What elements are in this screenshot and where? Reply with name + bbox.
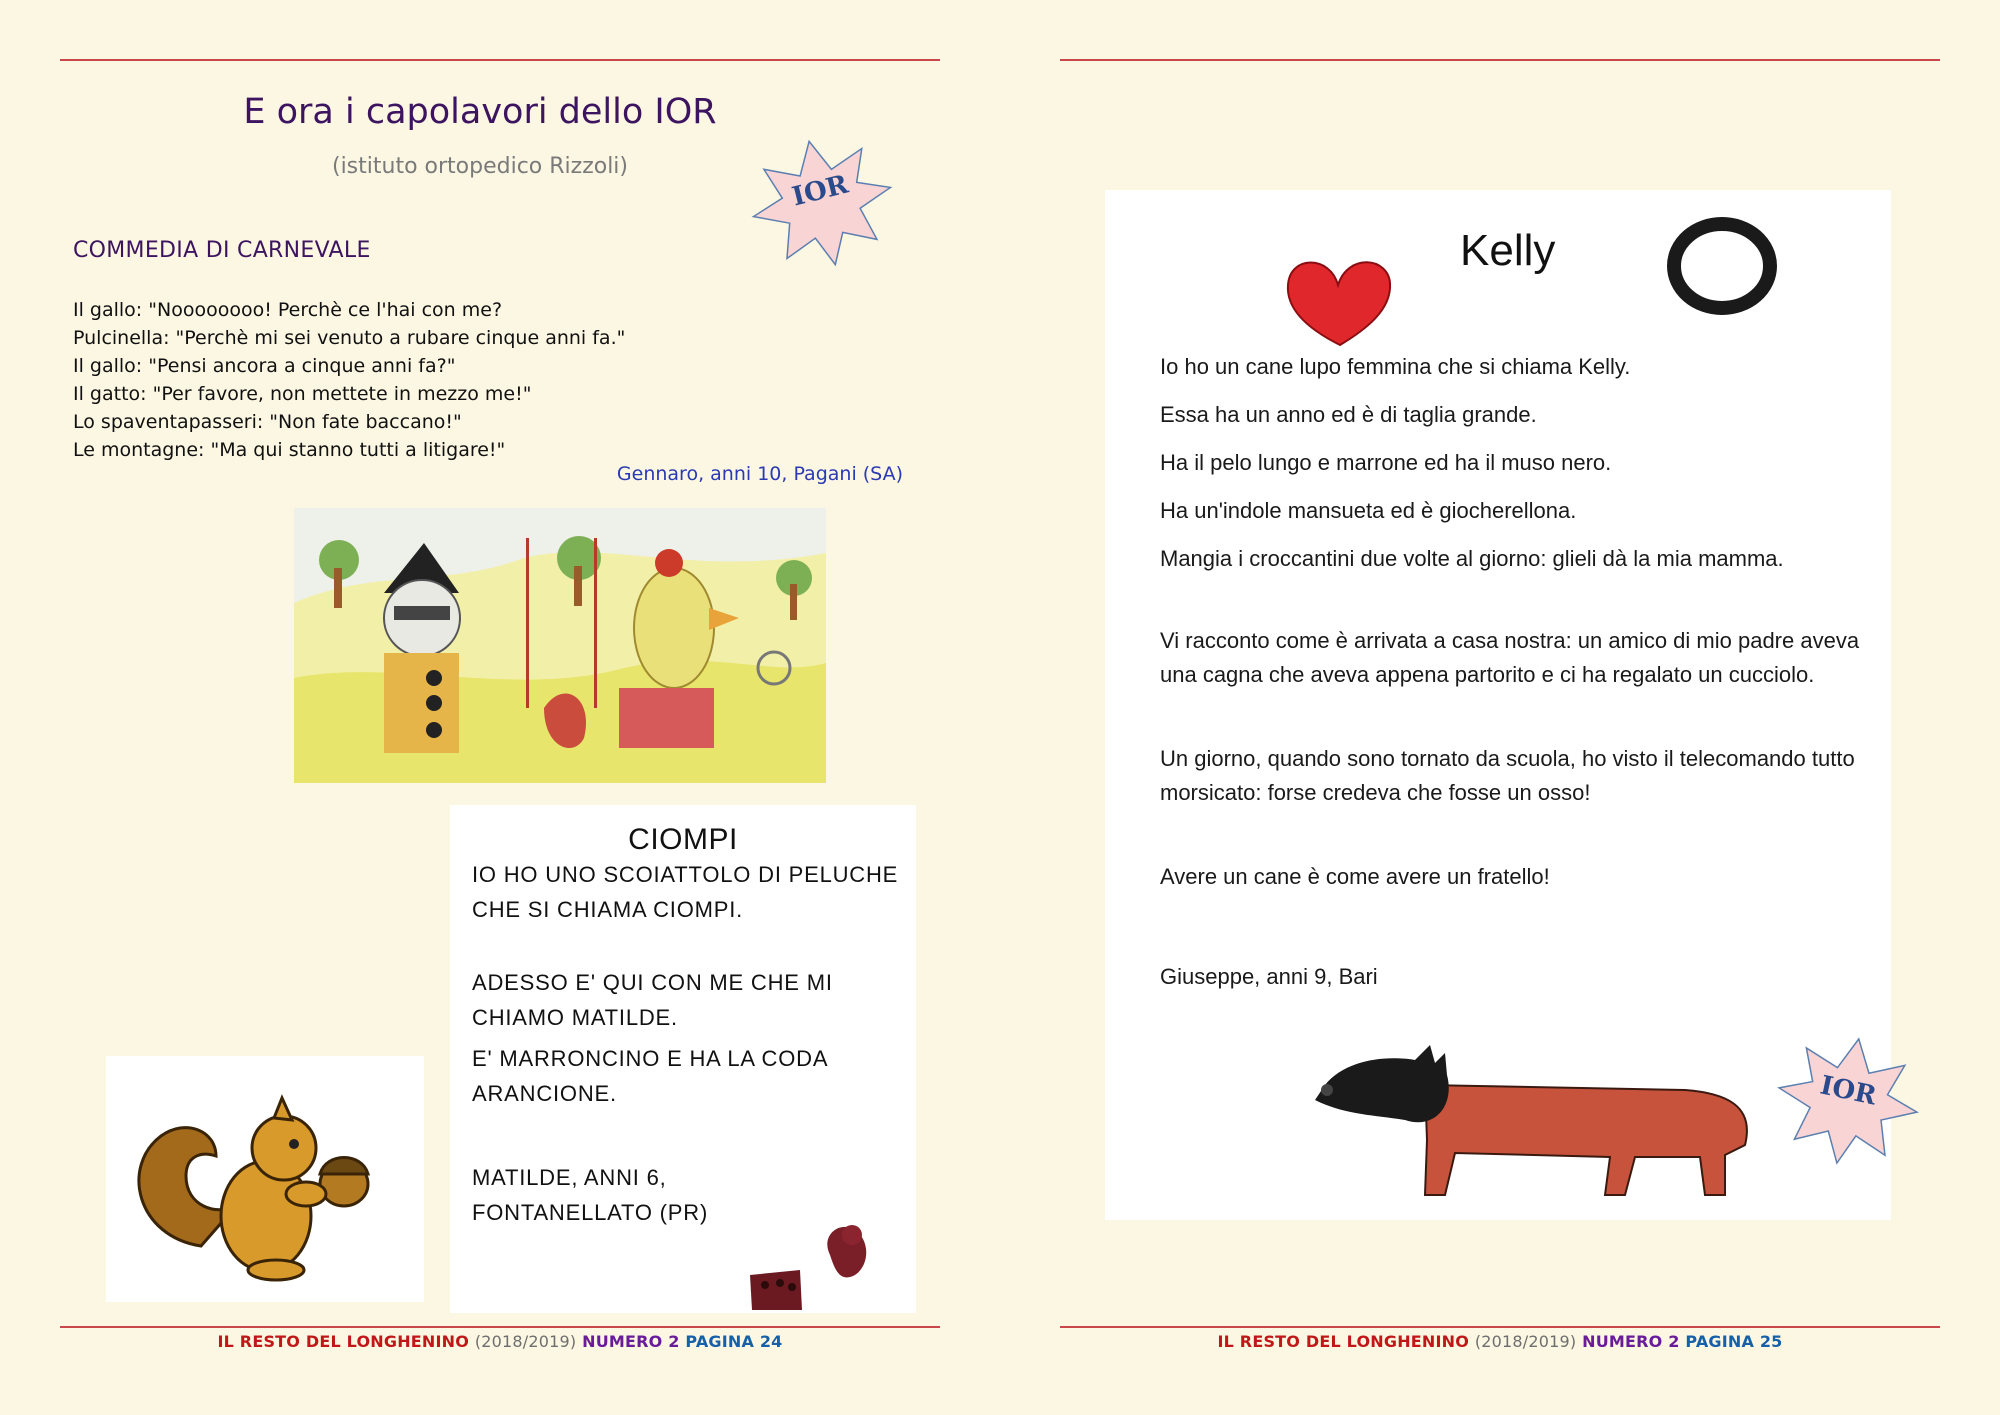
kelly-paragraph: Avere un cane è come avere un fratello!	[1160, 864, 1550, 889]
ciompi-paragraph: ADESSO E' QUI CON ME CHE MI CHIAMO MATILDE.	[472, 970, 833, 1030]
kelly-paragraph: Mangia i croccantini due volte al giorno: glieli dà la mia mamma.	[1160, 546, 1784, 571]
kelly-signature: Giuseppe, anni 9, Bari	[1160, 964, 1378, 989]
poem-line: Lo spaventapasseri: "Non fate baccano!"	[73, 411, 462, 433]
kelly-paragraph: Un giorno, quando sono tornato da scuola, ho visto il telecomando tutto morsicato: forse credeva che fosse un osso!	[1160, 746, 1855, 805]
ciompi-paragraph: IO HO UNO SCOIATTOLO DI PELUCHE CHE SI CHIAMA CIOMPI.	[472, 862, 899, 922]
ciompi-signature-line1: MATILDE, ANNI 6,	[472, 1165, 667, 1190]
poem-line: Il gallo: "Pensi ancora a cinque anni fa?"	[73, 355, 456, 377]
poem-signature: Gennaro, anni 10, Pagani (SA)	[616, 463, 903, 485]
footer-page: PAGINA 25	[1685, 1332, 1783, 1351]
footer-name: IL RESTO DEL LONGHENINO	[217, 1332, 470, 1351]
kelly-paragraph: Io ho un cane lupo femmina che si chiama Kelly.	[1160, 354, 1631, 379]
kelly-paragraph: Ha un'indole mansueta ed è giocherellona.	[1160, 498, 1577, 523]
kelly-paragraph: Vi racconto come è arrivata a casa nostra: un amico di mio padre aveva una cagna che aveva appena partorito e ci ha regalato un cucciolo.	[1160, 628, 1860, 687]
heart-icon	[1280, 245, 1400, 350]
section-title: COMMEDIA DI CARNEVALE	[73, 238, 371, 263]
squirrel-illustration	[106, 1056, 424, 1302]
bottom-rule-left	[60, 1326, 940, 1328]
footer-year: (2018/2019)	[1474, 1332, 1577, 1351]
footer-issue: NUMERO 2	[582, 1332, 680, 1351]
page-title: E ora i capolavori dello IOR	[243, 92, 717, 132]
poem	[73, 296, 625, 464]
ciompi-title: CIOMPI	[628, 823, 738, 856]
top-rule-right	[1060, 59, 1940, 61]
ior-badge-left	[742, 132, 902, 272]
page-subtitle: (istituto ortopedico Rizzoli)	[331, 154, 629, 179]
poem-line: Il gallo: "Noooooooo! Perchè ce l'hai con me?	[73, 299, 503, 321]
squirrel-icon	[106, 1056, 424, 1302]
poem-line: Pulcinella: "Perchè mi sei venuto a rubare cinque anni fa."	[73, 327, 626, 349]
ior-badge-right	[1768, 1030, 1928, 1170]
kelly-paragraph: Ha il pelo lungo e marrone ed ha il muso nero.	[1160, 450, 1612, 475]
footer-page: PAGINA 24	[685, 1332, 783, 1351]
bottom-rule-right	[1060, 1326, 1940, 1328]
footer-name: IL RESTO DEL LONGHENINO	[1217, 1332, 1470, 1351]
badge-label: IOR	[789, 169, 852, 213]
footer-left	[60, 1332, 940, 1351]
footer-right	[1060, 1332, 1940, 1351]
top-rule-left	[60, 59, 940, 61]
footer-year: (2018/2019)	[474, 1332, 577, 1351]
footer-issue: NUMERO 2	[1582, 1332, 1680, 1351]
kelly-title: Kelly	[1460, 226, 1556, 275]
ciompi-signature-line2: FONTANELLATO (PR)	[472, 1200, 709, 1225]
carnival-drawing-icon	[294, 508, 826, 783]
kelly-paragraph: Essa ha un anno ed è di taglia grande.	[1160, 402, 1537, 427]
ring-icon	[1660, 210, 1785, 325]
poem-line: Il gatto: "Per favore, non mettete in mezzo me!"	[73, 383, 532, 405]
ciompi-card	[450, 805, 916, 1313]
badge-label: IOR	[1817, 1070, 1879, 1112]
small-squirrel-drawing-icon	[740, 1215, 890, 1311]
dog-drawing-icon	[1305, 1045, 1825, 1205]
ciompi-paragraph: E' MARRONCINO E HA LA CODA ARANCIONE.	[472, 1046, 828, 1106]
poem-line: Le montagne: "Ma qui stanno tutti a litigare!"	[73, 439, 506, 461]
carnival-drawing	[294, 508, 826, 783]
